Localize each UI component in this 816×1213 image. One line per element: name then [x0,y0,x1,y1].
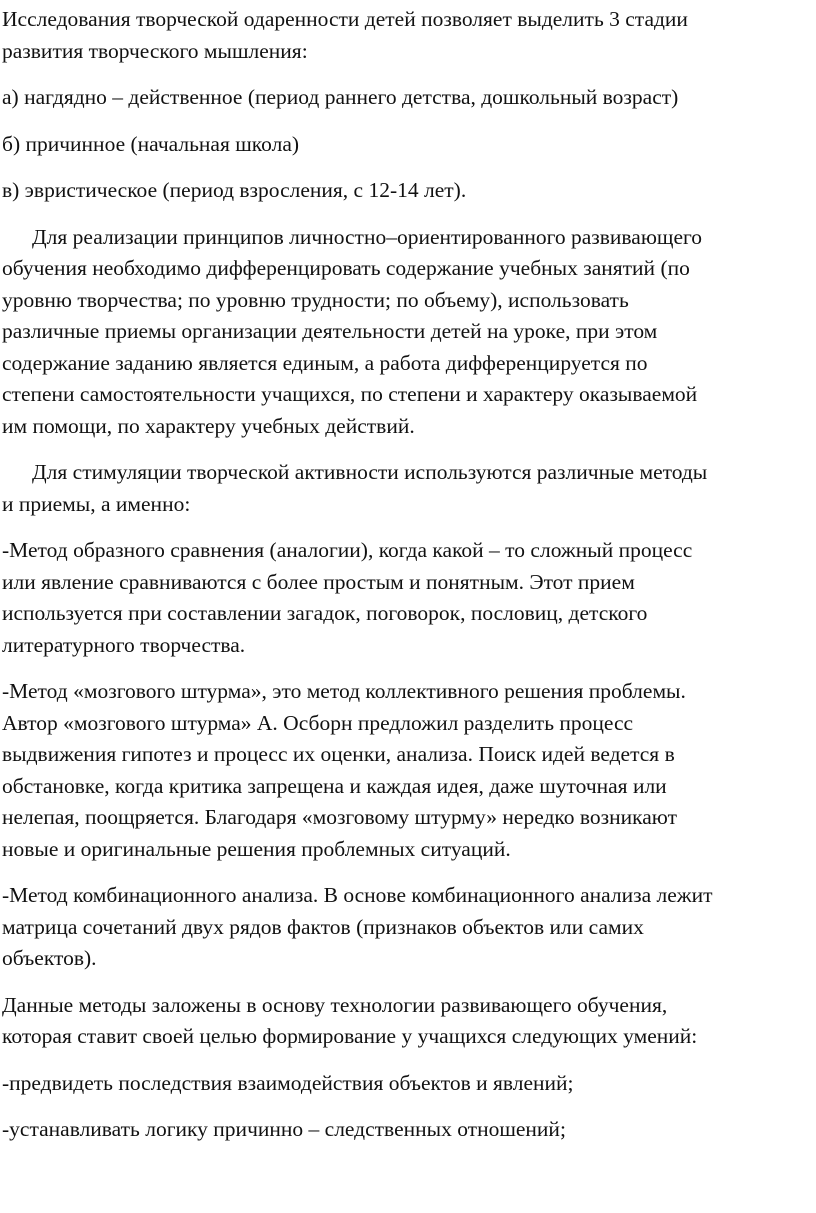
text-line: уровню творчества; по уровню трудности; по объему), использовать [2,287,629,312]
text-line: которая ставит своей целью формирование у учащихся следующих умений: [2,1024,698,1048]
text-line: новые и оригинальные решения проблемных ситуаций. [2,836,511,861]
text-line: -Метод комбинационного анализа. В основе комбинационного анализа лежит [2,883,713,907]
text-line: развития творческого мышления: [2,38,308,63]
text-line: различные приемы организации деятельности детей на уроке, при этом [2,319,658,343]
text-line: -предвидеть последствия взаимодействия объектов и явлений; [2,1070,574,1095]
text-line: выдвижения гипотез и процесс их оценки, анализа. Поиск идей ведется в [2,742,675,766]
text-line: Данные методы заложены в основу технологии развивающего обучения, [2,992,668,1017]
text-line: Для реализации принципов личностно–ориентированного развивающего [32,224,703,249]
paragraph-skill-logic [2,1114,814,1146]
text-line: -Метод «мозгового штурма», это метод коллективного решения проблемы. [2,679,686,703]
text-line: матрица сочетаний двух рядов фактов (признаков объектов или самих [2,914,644,939]
paragraph-stage-c [2,175,814,207]
text-line: а) нагдядно – действенное (период раннего детства, дошкольный возраст) [2,85,679,109]
text-line: и приемы, а именно: [2,491,191,516]
paragraph-method-analogy [2,535,814,661]
text-line: -Метод образного сравнения (аналогии), когда какой – то сложный процесс [2,538,693,562]
text-line: нелепая, поощряется. Благодаря «мозговому штурму» нередко возникают [2,805,677,829]
paragraph-method-brainstorm [2,676,814,865]
text-line: им помощи, по характеру учебных действий. [2,413,415,438]
text-line: Исследования творческой одаренности детей позволяет выделить 3 стадии [2,7,688,31]
paragraph-stages-intro [2,4,814,67]
text-line: литературного творчества. [2,632,246,657]
paragraph-stimulation [2,457,814,520]
text-line: б) причинное (начальная школа) [2,131,300,156]
text-line: -устанавливать логику причинно – следственных отношений; [2,1117,566,1141]
paragraph-methods-basis [2,990,814,1053]
text-line: в) эвристическое (период взросления, с 12-14 лет). [2,178,467,202]
paragraph-skill-foresee [2,1068,814,1100]
paragraph-differentiation [2,222,814,443]
text-line: используется при составлении загадок, поговорок, пословиц, детского [2,601,648,625]
text-line: обстановке, когда критика запрещена и каждая идея, даже шуточная или [2,773,667,798]
text-line: Для стимуляции творческой активности используются различные методы [32,460,708,484]
paragraph-method-combination [2,880,814,975]
text-line: или явление сравниваются с более простым и понятным. Этот прием [2,569,635,594]
text-line: степени самостоятельности учащихся, по степени и характеру оказываемой [2,382,698,406]
paragraph-stage-a [2,82,814,114]
paragraph-stage-b [2,129,814,161]
text-line: содержание заданию является единым, а работа дифференцируется по [2,350,648,375]
text-line: обучения необходимо дифференцировать содержание учебных занятий (по [2,256,690,280]
text-line: Автор «мозгового штурма» А. Осборн предложил разделить процесс [2,710,634,735]
text-line: объектов). [2,946,97,970]
